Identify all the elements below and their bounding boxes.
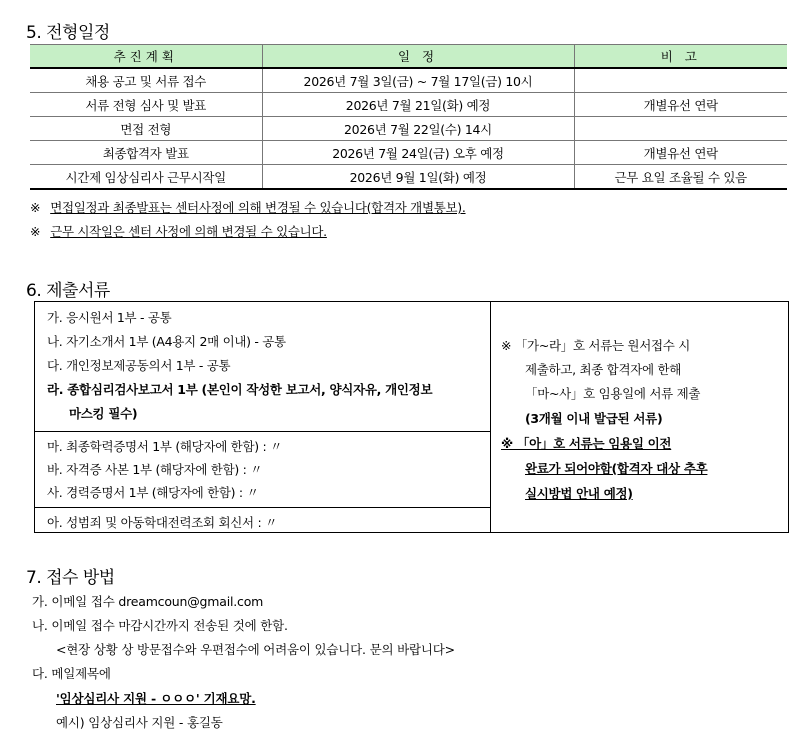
note-line: 제출하고, 최종 합격자에 한해 <box>525 362 681 377</box>
section5-heading: 5. 전형일정 <box>26 23 110 43</box>
note-line: 「마~사」호 임용일에 서류 제출 <box>525 386 701 401</box>
cell-date: 2026년 9월 1일(화) 예정 <box>262 165 574 190</box>
header-plan: 추진계획 <box>30 45 262 69</box>
header-date: 일 정 <box>262 45 574 69</box>
schedule-header-row <box>30 45 787 69</box>
note-mark: ※ <box>30 200 41 215</box>
table-row <box>30 68 787 93</box>
note-line: 완료가 되어야함(합격자 대상 추후 <box>525 461 708 476</box>
documents-group-common <box>35 302 490 432</box>
header-note: 비 고 <box>574 45 787 69</box>
cell-plan: 채용 공고 및 서류 접수 <box>30 68 262 93</box>
cell-plan: 서류 전형 심사 및 발표 <box>30 93 262 117</box>
list-item: 다. 메일제목에 <box>32 666 111 681</box>
cell-note: 개별유선 연락 <box>574 141 787 165</box>
cell-note <box>574 117 787 141</box>
list-item: 마스킹 필수) <box>69 406 138 421</box>
cell-date: 2026년 7월 24일(금) 오후 예정 <box>262 141 574 165</box>
cell-date: 2026년 7월 22일(수) 14시 <box>262 117 574 141</box>
schedule-note <box>30 222 327 240</box>
list-item: 가. 응시원서 1부 - 공통 <box>47 310 172 325</box>
list-item: 예시) 임상심리사 지원 - 홍길동 <box>56 715 223 730</box>
list-item: <현장 상황 상 방문접수와 우편접수에 어려움이 있습니다. 문의 바랍니다> <box>56 642 455 657</box>
list-item: 나. 자기소개서 1부 (A4용지 2매 이내) - 공통 <box>47 334 286 349</box>
schedule-table <box>30 44 787 190</box>
documents-box <box>34 301 789 533</box>
list-item: 가. 이메일 접수 dreamcoun@gmail.com <box>32 594 264 609</box>
cell-date: 2026년 7월 3일(금) ~ 7월 17일(금) 10시 <box>262 68 574 93</box>
schedule-note <box>30 198 466 216</box>
cell-plan: 시간제 임상심리사 근무시작일 <box>30 165 262 190</box>
cell-note <box>574 68 787 93</box>
note-line: ※ 「가~라」호 서류는 원서접수 시 <box>501 338 690 353</box>
documents-group-appointment <box>35 432 490 508</box>
list-item: '임상심리사 지원 - ㅇㅇㅇ' 기재요망. <box>56 691 256 706</box>
documents-list <box>35 302 491 532</box>
note-text: 근무 시작일은 센터 사정에 의해 변경될 수 있습니다. <box>50 224 327 239</box>
note-mark: ※ <box>30 224 41 239</box>
documents-group-check <box>35 508 490 534</box>
list-item: 마. 최종학력증명서 1부 (해당자에 한함) : 〃 <box>47 439 283 454</box>
cell-plan: 최종합격자 발표 <box>30 141 262 165</box>
cell-date: 2026년 7월 21일(화) 예정 <box>262 93 574 117</box>
note-line: 실시방법 안내 예정) <box>525 486 633 501</box>
list-item: 아. 성범죄 및 아동학대전력조회 회신서 : 〃 <box>47 515 278 530</box>
table-row <box>30 141 787 165</box>
table-row <box>30 117 787 141</box>
list-item: 다. 개인정보제공동의서 1부 - 공통 <box>47 358 231 373</box>
list-item: 나. 이메일 접수 마감시간까지 전송된 것에 한함. <box>32 618 288 633</box>
list-item: 라. 종합심리검사보고서 1부 (본인이 작성한 보고서, 양식자유, 개인정보 <box>47 382 433 397</box>
cell-note: 근무 요일 조율될 수 있음 <box>574 165 787 190</box>
documents-notes <box>501 302 785 532</box>
list-item: 사. 경력증명서 1부 (해당자에 한함) : 〃 <box>47 485 259 500</box>
cell-plan: 면접 전형 <box>30 117 262 141</box>
section7-heading: 7. 접수 방법 <box>26 568 115 588</box>
list-item: 바. 자격증 사본 1부 (해당자에 한함) : 〃 <box>47 462 263 477</box>
note-line: ※ 「아」호 서류는 임용일 이전 <box>501 436 672 451</box>
note-text: 면접일정과 최종발표는 센터사정에 의해 변경될 수 있습니다(합격자 개별통보). <box>50 200 466 215</box>
table-row <box>30 165 787 190</box>
cell-note: 개별유선 연락 <box>574 93 787 117</box>
table-row <box>30 93 787 117</box>
section6-heading: 6. 제출서류 <box>26 281 110 301</box>
note-line: (3개월 이내 발급된 서류) <box>525 411 663 426</box>
